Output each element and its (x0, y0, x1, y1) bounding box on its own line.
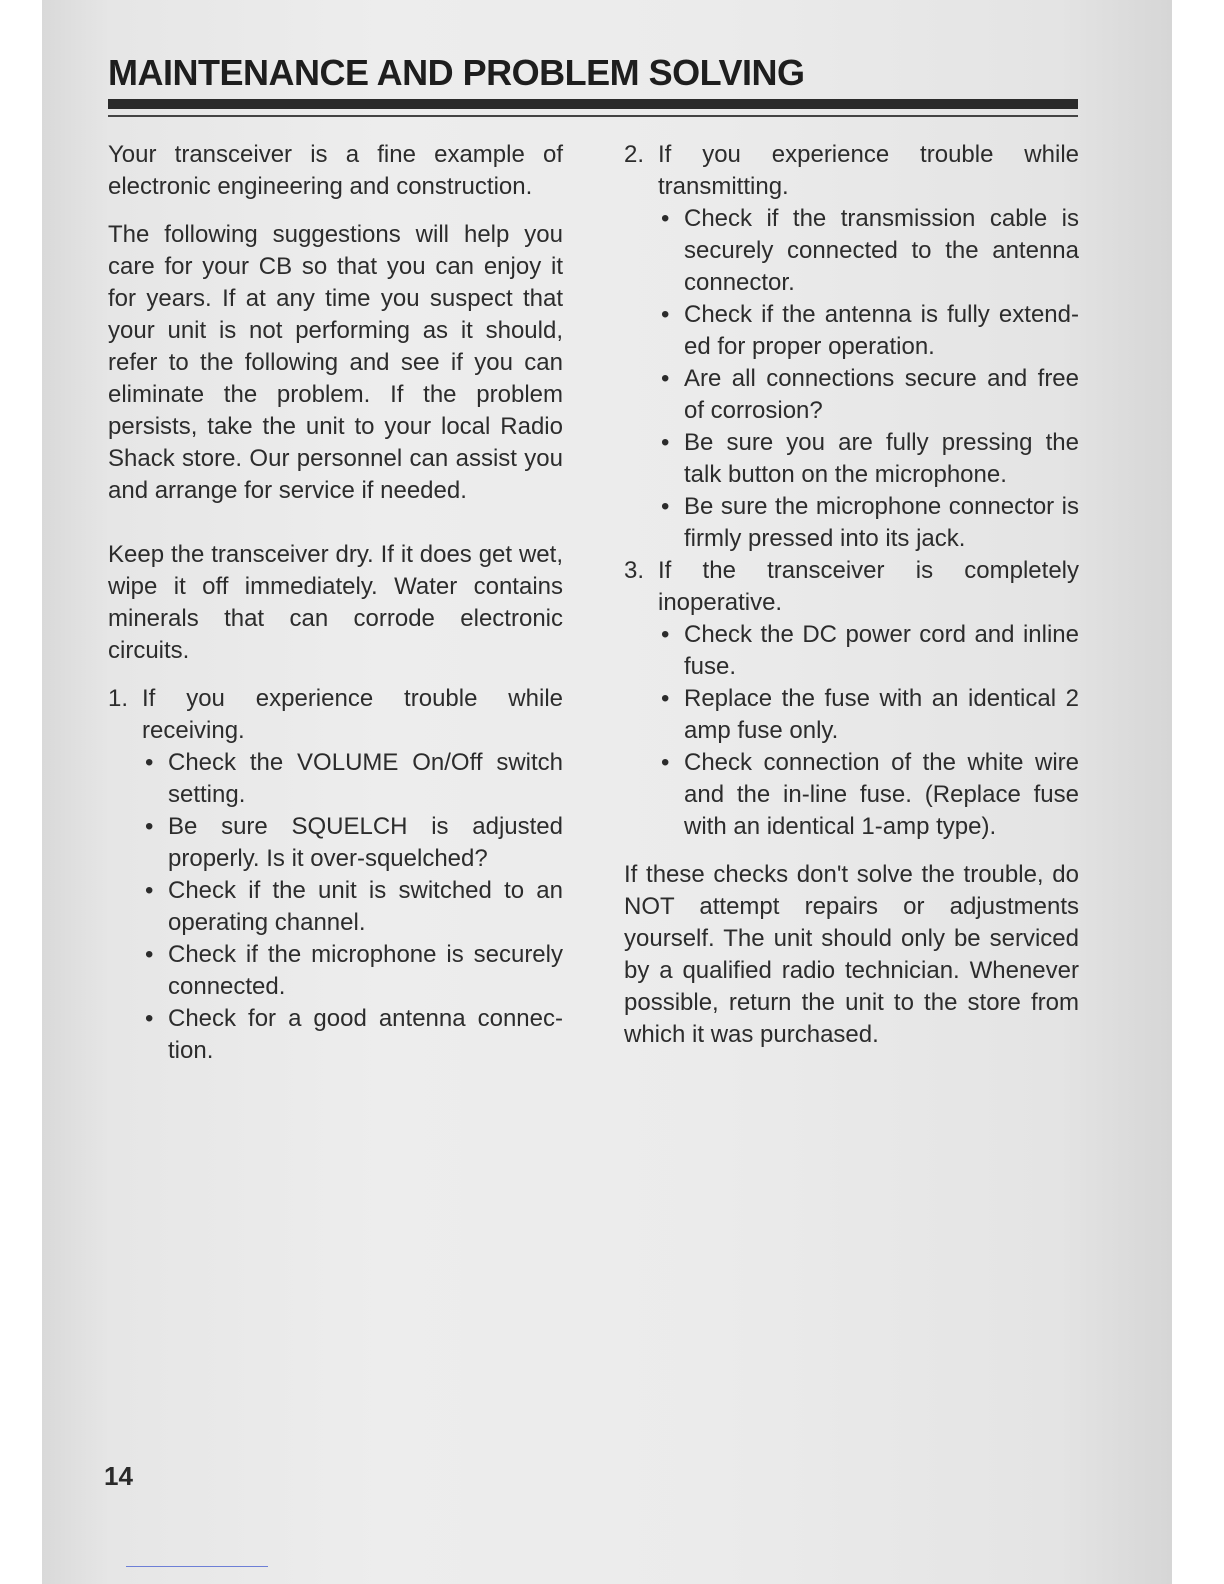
section-inoperative (624, 555, 1079, 843)
closing-paragraph: If these checks don't solve the trouble, do NOT attempt repairs or adjustments yourself. The unit should only be serviced by a qualified radio technician. Whenever possible, return the unit to the store from which it was purchased. (624, 861, 1079, 1048)
left-column (108, 139, 563, 1067)
section-lead-end: receiving. (142, 717, 245, 744)
bullet-item: • Check for a good antenna connection. (142, 1003, 563, 1067)
bullet-item: • Check if the antenna is fully extended for proper operation. (658, 299, 1079, 363)
section-number: 2. (624, 141, 645, 168)
bottom-underline (126, 1566, 268, 1567)
bullet-item: • Be sure you are fully pressing the talk button on the microphone. (658, 427, 1079, 491)
intro-paragraph-1: Your transceiver is a fine example of electronic engineering and construction. (108, 141, 563, 200)
bullet-item: • Replace the fuse with an identical 2 amp fuse only. (658, 683, 1079, 747)
section-transmitting (624, 139, 1079, 555)
bullet-item: • Check if the microphone is securely connected. (142, 939, 563, 1003)
section-lead: If the transceiver is completely (658, 557, 1079, 584)
page-number: 14 (104, 1461, 133, 1491)
bullet-item: • Check connection of the white wire and the in-line fuse. (Replace fuse with an identical 1-amp type). (658, 747, 1079, 843)
bullet-item: • Be sure the microphone connector is firmly pressed into its jack. (658, 491, 1079, 555)
bullet-item: • Are all connections secure and free of corrosion? (658, 363, 1079, 427)
bullet-item: • Check the DC power cord and inline fuse. (658, 619, 1079, 683)
bullet-item: • Check if the transmission cable is securely connected to the antenna connector. (658, 203, 1079, 299)
bullet-item: • Check if the unit is switched to an operating channel. (142, 875, 563, 939)
intro-paragraph-2: The following suggestions will help you care for your CB so that you can enjoy it for years. If at any time you suspect that your unit is not performing as it should, refer to the following and see if you can eliminate the problem. If the problem persists, take the unit to your local Radio Shack store. Our personnel can assist you and arrange for service if needed. (108, 221, 563, 504)
section-lead: If you experience trouble while (142, 685, 563, 712)
title-rule-thick (108, 99, 1078, 109)
section-lead-end: transmitting. (658, 173, 789, 200)
section-number: 3. (624, 557, 645, 584)
section-lead-end: inoperative. (658, 589, 783, 616)
bullet-item: • Be sure SQUELCH is adjusted properly. Is it over-squelched? (142, 811, 563, 875)
bullet-item: • Check the VOLUME On/Off switch setting. (142, 747, 563, 811)
right-column (624, 139, 1079, 1051)
section-number: 1. (108, 685, 129, 712)
section-receiving (108, 683, 563, 1067)
page-title: MAINTENANCE AND PROBLEM SOLVING (108, 52, 805, 93)
dry-paragraph: Keep the transceiver dry. If it does get wet, wipe it off immediately. Water contains minerals that can corrode electronic circuits. (108, 541, 563, 664)
title-rule-thin (108, 115, 1078, 117)
section-lead: If you experience trouble while (658, 141, 1079, 168)
